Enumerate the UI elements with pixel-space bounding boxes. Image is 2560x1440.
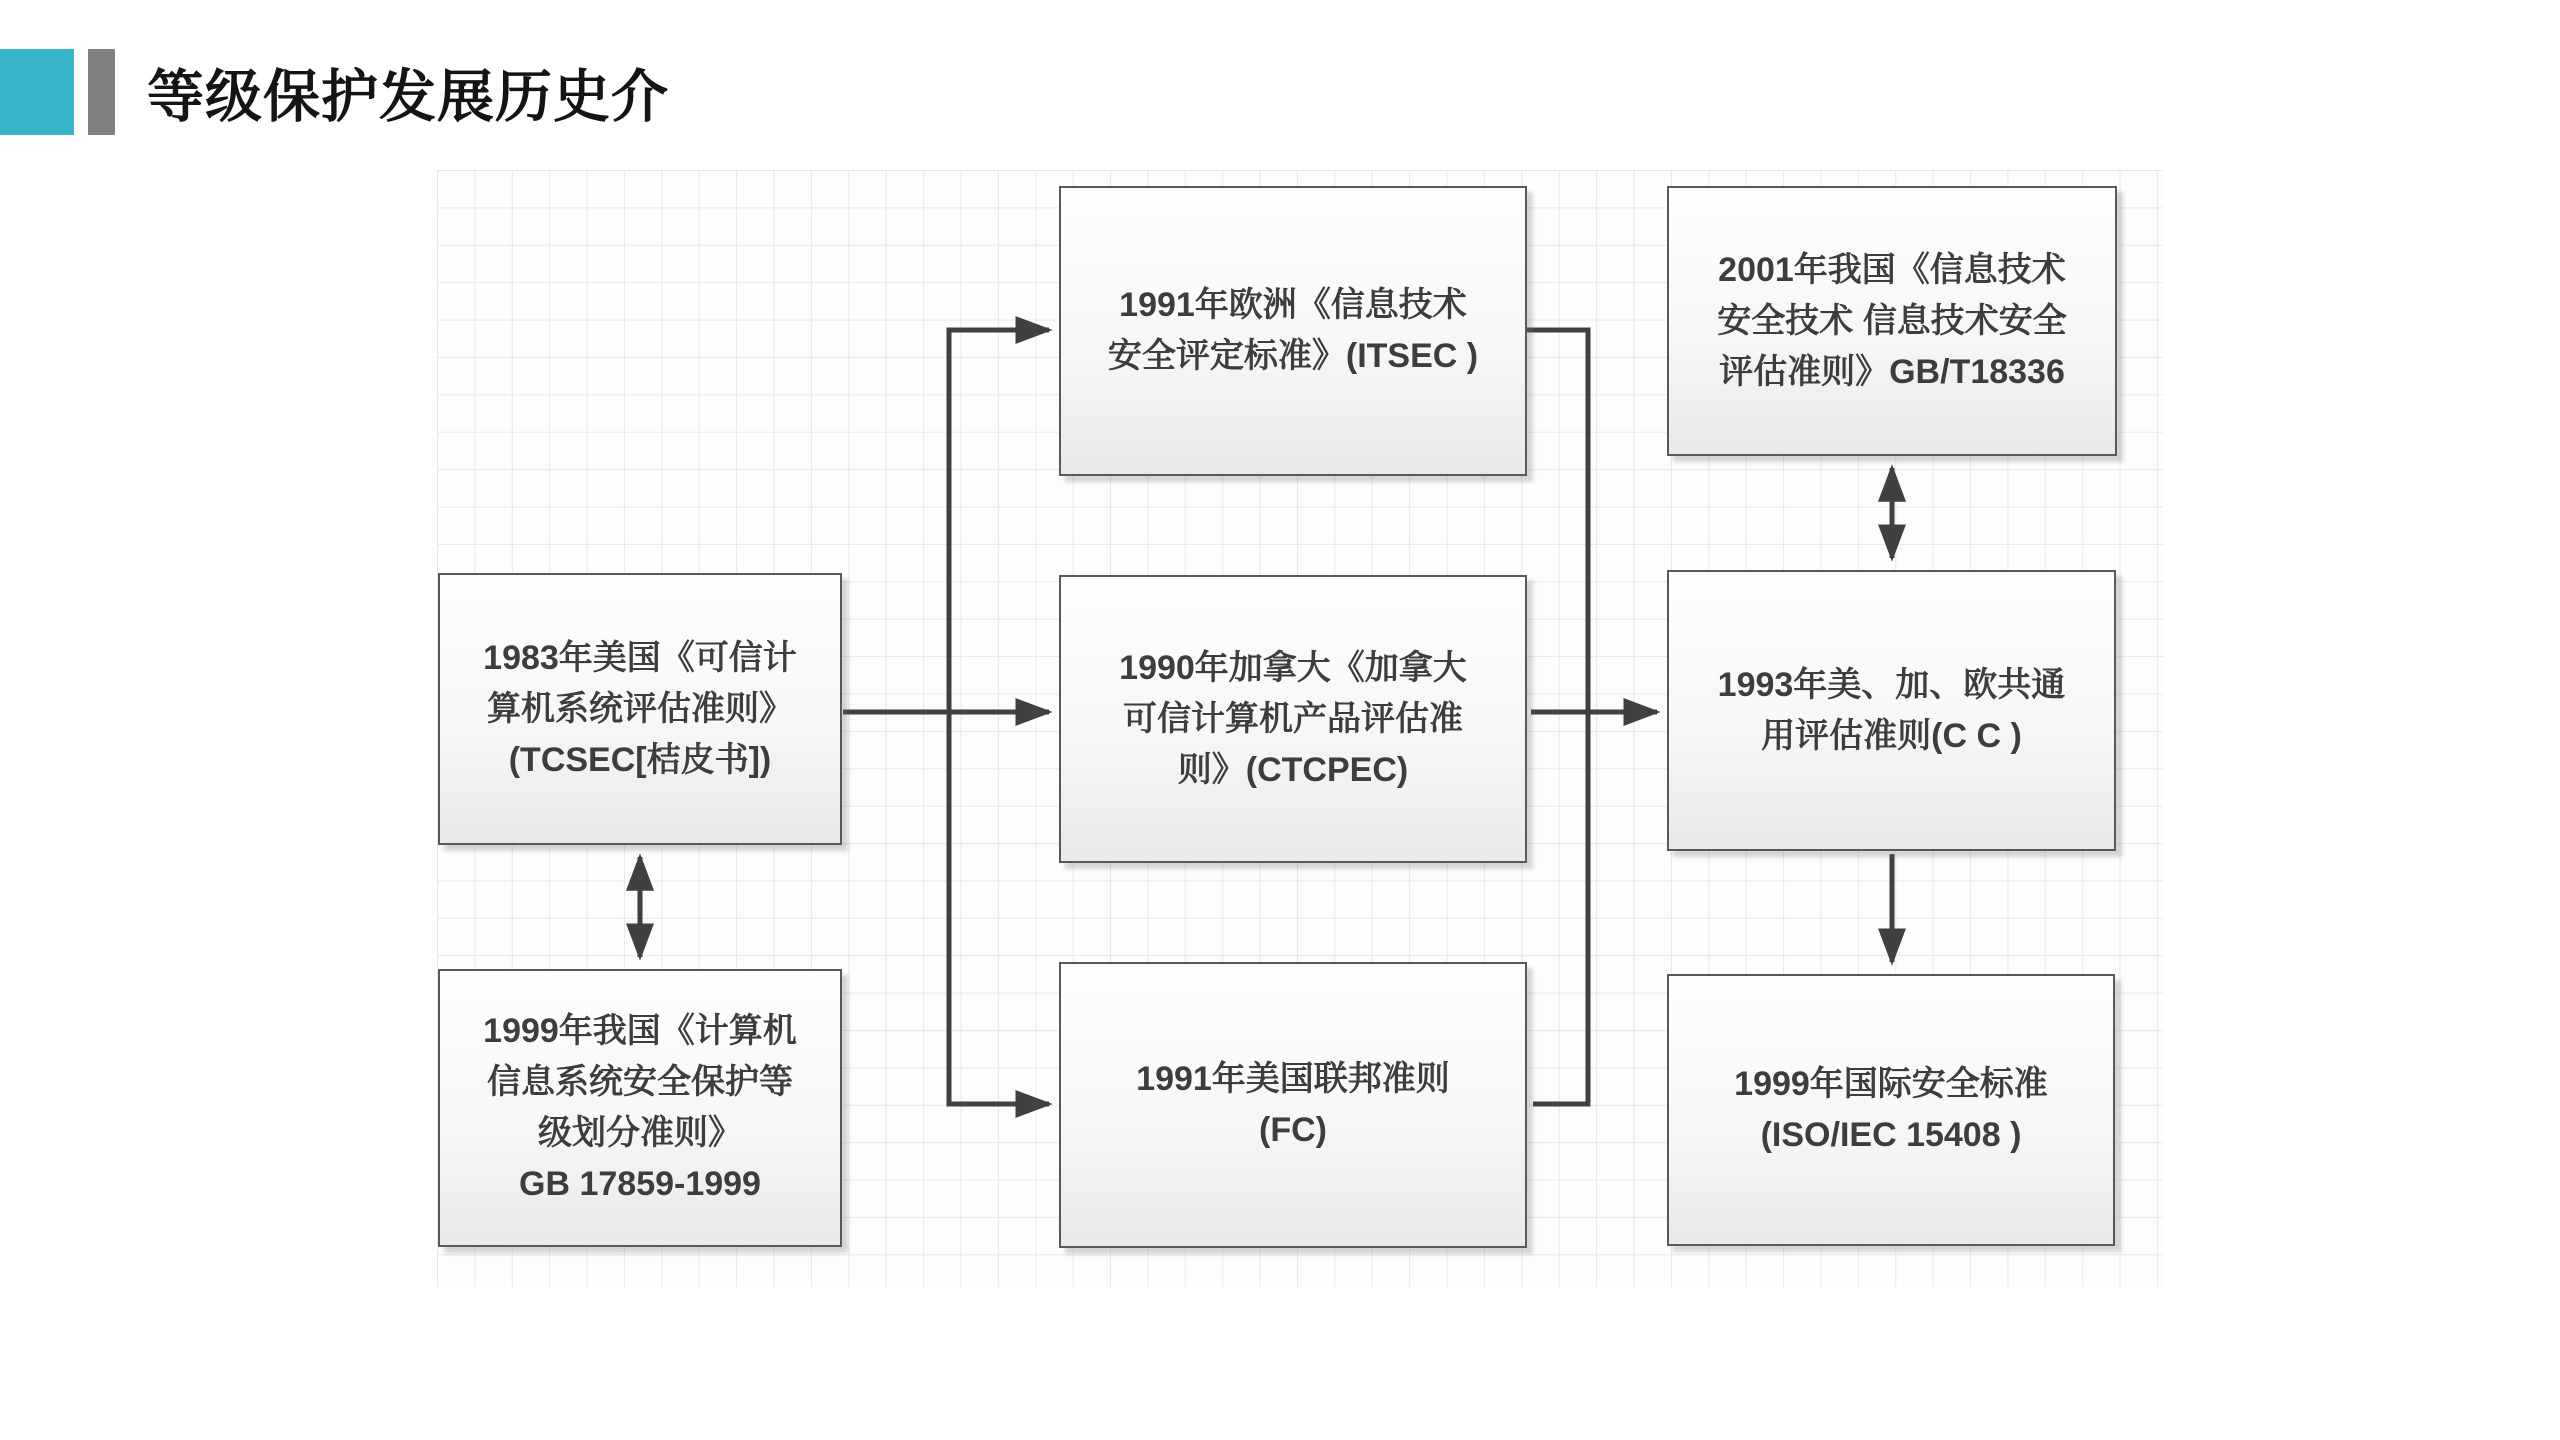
box-text-line: GB 17859-1999 <box>519 1165 761 1203</box>
box-text-line: 可信计算机产品评估准 <box>1123 699 1463 738</box>
box-text-line: (TCSEC[桔皮书]) <box>508 740 772 779</box>
box-text-line: 安全评定标准》(ITSEC ) <box>1107 337 1479 375</box>
flow-box-itsec-1991 <box>1059 186 1527 476</box>
box-text-line: 评估准则》GB/T18336 <box>1719 352 2065 391</box>
box-text-line: 1983年美国《可信计 <box>483 638 797 677</box>
box-text-line: 算机系统评估准则》 <box>487 689 793 728</box>
box-text-line: 用评估准则(C C ) <box>1761 716 2022 755</box>
box-text-line: 1999年国际安全标准 <box>1734 1065 2048 1103</box>
box-text-line: 级划分准则》 <box>538 1114 742 1152</box>
flow-box-gb17859-1999 <box>438 969 842 1247</box>
flow-box-cc-1993 <box>1667 570 2116 851</box>
box-text-line: 信息系统安全保护等 <box>487 1063 793 1101</box>
box-text-line: (FC) <box>1259 1111 1327 1149</box>
box-text-line: 1991年欧洲《信息技术 <box>1119 286 1467 324</box>
box-text-line: 1990年加拿大《加拿大 <box>1119 648 1467 687</box>
box-text-line: 1993年美、加、欧共通 <box>1717 665 2066 704</box>
box-text-line: 安全技术 信息技术安全 <box>1717 301 2067 340</box>
flow-box-fc-1991 <box>1059 962 1527 1248</box>
box-text-line: 1991年美国联邦准则 <box>1136 1060 1450 1098</box>
flow-box-iso15408-1999 <box>1667 974 2115 1246</box>
flow-box-tcsec-1983 <box>438 573 842 845</box>
box-text-line: 2001年我国《信息技术 <box>1718 250 2066 289</box>
box-text-line: 则》(CTCPEC) <box>1177 750 1409 789</box>
flow-box-gbt18336-2001 <box>1667 186 2117 456</box>
page-title: 等级保护发展历史介 <box>147 65 669 129</box>
flow-box-ctcpec-1990 <box>1059 575 1527 863</box>
box-text-line: (ISO/IEC 15408 ) <box>1760 1116 2022 1154</box>
box-text-line: 1999年我国《计算机 <box>483 1012 797 1050</box>
